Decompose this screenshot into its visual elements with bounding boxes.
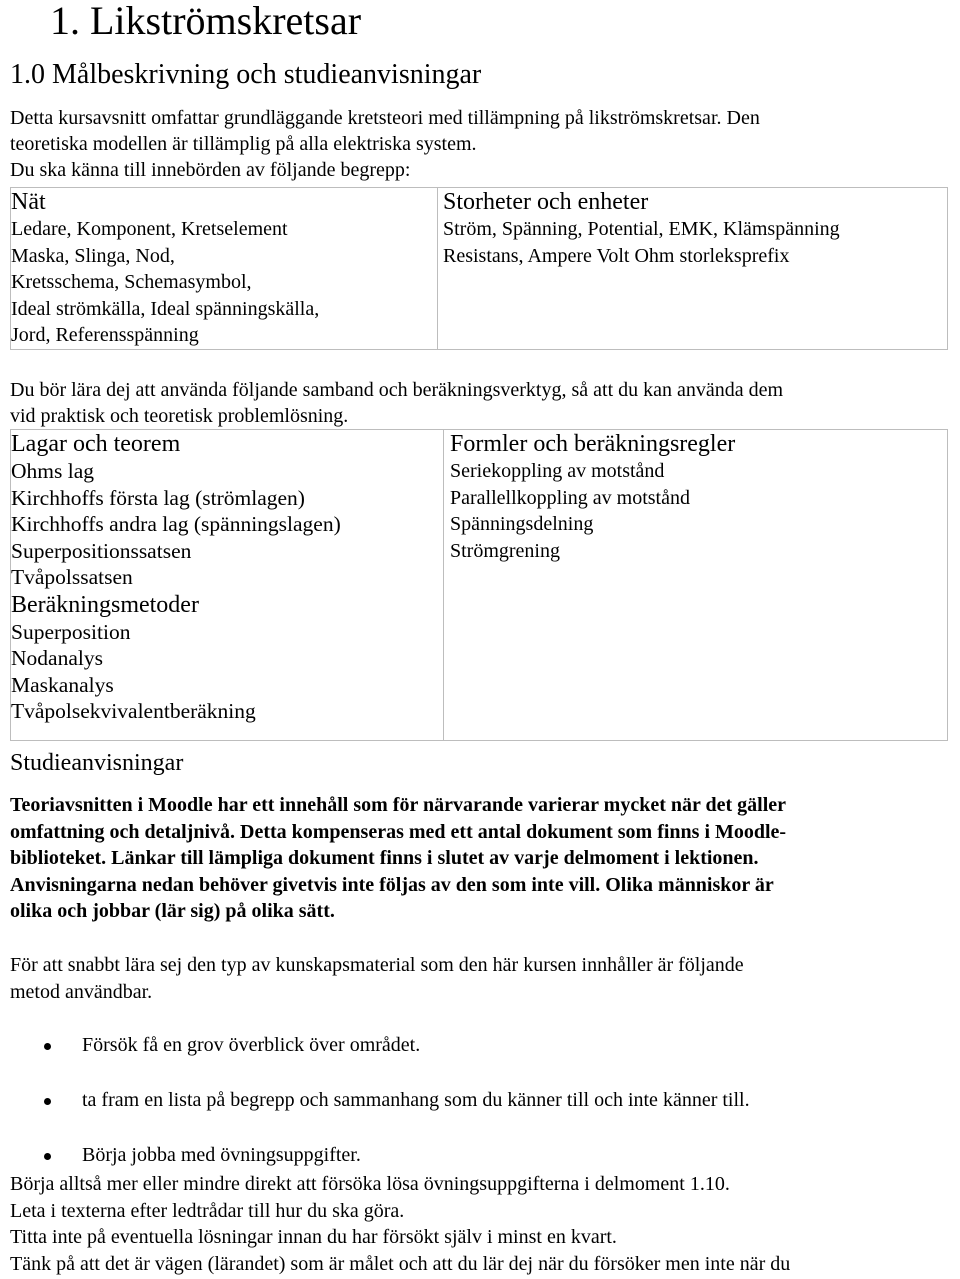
closing-paragraph bbox=[10, 1171, 960, 1277]
formula-item: Parallellkoppling av motstånd bbox=[450, 486, 690, 509]
tools-line: vid praktisk och teoretisk problemlösning. bbox=[10, 405, 349, 427]
list-item bbox=[10, 1087, 750, 1114]
intro-line: Du ska känna till innebörden av följande begrepp: bbox=[10, 159, 411, 181]
network-line: Ledare, Komponent, Kretselement bbox=[11, 218, 288, 240]
network-line: Kretsschema, Schemasymbol, bbox=[11, 271, 252, 293]
moodle-line: biblioteket. Länkar till lämpliga dokument finns i slutet av varje delmoment i lektionen. bbox=[10, 847, 759, 869]
laws-table bbox=[10, 429, 948, 741]
formulas-cell bbox=[444, 430, 948, 741]
method-item: Maskanalys bbox=[11, 672, 114, 697]
formulas-header: Formler och beräkningsregler bbox=[450, 431, 736, 457]
list-item-text: ta fram en lista på begrepp och sammanhang som du känner till och inte känner till. bbox=[82, 1089, 750, 1111]
closing-line: Leta i texterna efter ledtrådar till hur du ska göra. bbox=[10, 1199, 405, 1222]
list-item bbox=[10, 1032, 750, 1059]
concepts-table bbox=[10, 187, 948, 350]
list-item-text: Börja jobba med övningsuppgifter. bbox=[82, 1144, 361, 1166]
method-line: metod användbar. bbox=[10, 981, 153, 1003]
moodle-line: Teoriavsnitten i Moodle har ett innehåll som för närvarande varierar mycket när det gäller bbox=[10, 794, 787, 816]
tools-line: Du bör lära dej att använda följande samband och beräkningsverktyg, så att du kan använda dem bbox=[10, 379, 784, 401]
quantities-header: Storheter och enheter bbox=[443, 189, 649, 215]
law-item: Kirchhoffs första lag (strömlagen) bbox=[11, 485, 305, 510]
list-item bbox=[10, 1142, 750, 1169]
network-line: Ideal strömkälla, Ideal spänningskälla, bbox=[11, 297, 320, 320]
method-item: Nodanalys bbox=[11, 646, 103, 670]
law-item: Superpositionssatsen bbox=[11, 538, 192, 563]
list-item-text: Försök få en grov överblick över området. bbox=[82, 1034, 421, 1056]
bullet-icon bbox=[44, 1153, 51, 1160]
quantities-line: Resistans, Ampere Volt Ohm storleksprefix bbox=[443, 244, 790, 267]
formula-item: Seriekoppling av motstånd bbox=[450, 460, 665, 482]
network-header: Nät bbox=[11, 189, 46, 215]
closing-line: Titta inte på eventuella lösningar innan du har försökt själv i minst en kvart. bbox=[10, 1226, 617, 1248]
section-title: 1.0 Målbeskrivning och studieanvisningar bbox=[10, 59, 482, 90]
network-line: Maska, Slinga, Nod, bbox=[11, 244, 175, 267]
bullet-icon bbox=[44, 1043, 51, 1050]
method-item: Superposition bbox=[11, 619, 131, 644]
intro-paragraph bbox=[10, 105, 950, 183]
law-item: Tvåpolssatsen bbox=[11, 565, 133, 589]
page-title: 1. Likströmskretsar bbox=[50, 0, 362, 43]
moodle-line: Anvisningarna nedan behöver givetvis inte följas av den som inte vill. Olika människor är bbox=[10, 873, 774, 896]
quantities-line: Ström, Spänning, Potential, EMK, Klämspänning bbox=[443, 218, 840, 240]
formula-item: Strömgrening bbox=[450, 539, 560, 562]
formula-item: Spänningsdelning bbox=[450, 513, 594, 535]
laws-header: Lagar och teorem bbox=[11, 431, 181, 457]
method-item: Tvåpolsekvivalentberäkning bbox=[11, 699, 256, 723]
network-line: Jord, Referensspänning bbox=[11, 324, 199, 346]
bullet-icon bbox=[44, 1098, 51, 1105]
moodle-line: olika och jobbar (lär sig) på olika sätt. bbox=[10, 900, 335, 922]
intro-line: teoretiska modellen är tillämplig på alla elektriska system. bbox=[10, 133, 477, 155]
network-cell bbox=[11, 188, 438, 350]
laws-cell bbox=[11, 430, 444, 741]
study-guide-title: Studieanvisningar bbox=[10, 750, 184, 776]
method-paragraph bbox=[10, 952, 950, 1006]
tools-paragraph bbox=[10, 377, 950, 429]
moodle-paragraph bbox=[10, 792, 955, 925]
closing-line: Börja alltså mer eller mindre direkt att försöka lösa övningsuppgifterna i delmoment 1.10. bbox=[10, 1173, 730, 1195]
intro-line: Detta kursavsnitt omfattar grundläggande kretsteori med tillämpning på likströmskretsar. Den bbox=[10, 107, 760, 129]
moodle-line: omfattning och detaljnivå. Detta kompenseras med ett antal dokument som finns i Moodle- bbox=[10, 820, 787, 843]
closing-line: Tänk på att det är vägen (lärandet) som är målet och att du lär dej när du försöker men inte när du bbox=[10, 1252, 791, 1275]
law-item: Kirchhoffs andra lag (spänningslagen) bbox=[11, 512, 341, 536]
quantities-cell bbox=[438, 188, 948, 350]
steps-list bbox=[10, 1032, 750, 1169]
law-item: Ohms lag bbox=[11, 459, 95, 483]
method-line: För att snabbt lära sej den typ av kunskapsmaterial som den här kursen innhåller är följande bbox=[10, 954, 744, 976]
methods-header: Beräkningsmetoder bbox=[11, 591, 199, 618]
